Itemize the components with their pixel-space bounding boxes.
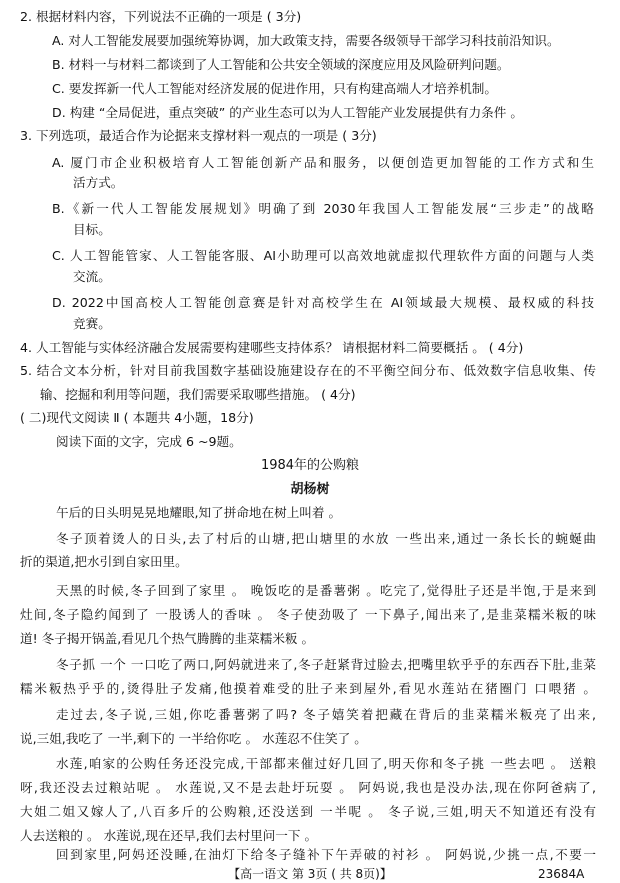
question-3-stem: 3. 下列选项，最适合作为论据来支撑材料一观点的一项是 ( 3分) [20, 128, 377, 143]
story-paragraph-1: 午后的日头明晃晃地耀眼,知了拼命地在树上叫着 。 [56, 505, 342, 520]
story-paragraph-6-line1: 水莲,咱家的公购任务还没完成,干部都来催过好几回了,明天你和冬子挑 一些去吧 。 送粮 [56, 756, 596, 771]
question-3-option-d-line2: 竞赛。 [73, 316, 111, 331]
story-paragraph-3-line3: 道! 冬子揭开锅盖,看见几个热气腾腾的韭菜糯米粄 。 [20, 631, 315, 646]
story-paragraph-7-line1: 回到家里,阿妈还没睡,在油灯下给冬子缝补下午弄破的衬衫 。 阿妈说,少挑一点,不要一 [56, 847, 596, 862]
question-3-option-b-line1: B.《新一代人工智能发展规划》明确了到 2030年我国人工智能发展“三步走”的战略 [52, 201, 594, 216]
question-3-option-c-line2: 交流。 [73, 269, 111, 284]
question-3-option-d-line1: D. 2022中国高校人工智能创意赛是针对高校学生在 AI领域最大规模、最权威的科技 [52, 295, 594, 310]
question-2-option-c: C. 要发挥新一代人工智能对经济发展的促进作用，只有构建高端人才培养机制。 [52, 81, 497, 96]
story-author: 胡杨树 [290, 482, 330, 497]
story-paragraph-2-line1: 冬子顶着烫人的日头,去了村后的山塘,把山塘里的水放 一些出来,通过一条长长的蜿蜒曲 [56, 531, 596, 546]
story-paragraph-3-line1: 天黑的时候,冬子回到了家里 。 晚饭吃的是番薯粥 。吃完了,觉得肚子还是半饱,于是来到 [56, 583, 596, 598]
page-footer: 【高一语文 第 3页 ( 共 8页)】 [228, 867, 392, 881]
story-paragraph-5-line1: 走过去,冬子说,三姐,你吃番薯粥了吗? 冬子嬉笑着把藏在背后的韭菜糯米粄亮了出来, [56, 707, 596, 722]
story-paragraph-6-line2: 呀,我还没去过粮站呢 。 水莲说,又不是去赴圩玩耍 。 阿妈说,我也是没办法,现在你阿爸病了, [20, 780, 596, 795]
question-2-option-d: D. 构建 “全局促进，重点突破” 的产业生态可以为人工智能产业发展提供有力条件 。 [52, 105, 523, 120]
question-3-option-a-line1: A. 厦门市企业积极培育人工智能创新产品和服务，以便创造更加智能的工作方式和生 [52, 155, 594, 170]
story-paragraph-6-line3: 大姐二姐又嫁人了,八百多斤的公购粮,还没送到 一半呢 。 冬子说,三姐,明天不知道还有没有 [20, 804, 596, 819]
story-title: 1984年的公购粮 [260, 458, 360, 473]
story-paragraph-2-line2: 折的渠道,把水引到自家田里。 [20, 554, 188, 569]
question-3-option-a-line2: 活方式。 [73, 175, 124, 190]
question-3-option-c-line1: C. 人工智能管家、人工智能客服、AI小助理可以高效地就虚拟代理软件方面的问题与人类 [52, 248, 594, 263]
story-paragraph-4-line2: 糯米粄热乎乎的,烫得肚子发痛,他摸着难受的肚子来到屋外,看见水莲站在猪圈门 口喂猪 。 [20, 681, 596, 696]
question-5-line1: 5. 结合文本分析，针对目前我国数字基础设施建设存在的不平衡空间分布、低效数字信息收集、传 [20, 363, 596, 378]
story-paragraph-6-line4: 人去送粮的 。 水莲说,现在还早,我们去村里问一下 。 [20, 828, 318, 843]
question-2-option-b: B. 材料一与材料二都谈到了人工智能和公共安全领域的深度应用及风险研判问题。 [52, 57, 510, 72]
question-3-option-b-line2: 目标。 [73, 222, 111, 237]
section-heading: ( 二)现代文阅读 Ⅱ ( 本题共 4小题，18分) [20, 410, 254, 425]
question-2-stem: 2. 根据材料内容，下列说法不正确的一项是 ( 3分) [20, 9, 302, 24]
question-4: 4. 人工智能与实体经济融合发展需要构建哪些支持体系？ 请根据材料二简要概括 。 ( 4分) [20, 340, 524, 355]
exam-code: 23684A [538, 867, 585, 881]
story-paragraph-3-line2: 灶间,冬子隐约闻到了 一股诱人的香味 。 冬子使劲吸了 一下鼻子,闻出来了,是韭菜糯米粄的味 [20, 607, 596, 622]
question-2-option-a: A. 对人工智能发展要加强统筹协调，加大政策支持，需要各级领导干部学习科技前沿知识。 [52, 33, 560, 48]
section-instruction: 阅读下面的文字，完成 6 ~9题。 [56, 434, 242, 449]
story-paragraph-4-line1: 冬子抓 一个 一口吃了两口,阿妈就进来了,冬子赶紧背过脸去,把嘴里软乎乎的东西吞下肚,韭菜 [56, 657, 596, 672]
question-5-line2: 输、挖掘和利用等问题，我们需要采取哪些措施。 ( 4分) [40, 387, 356, 402]
story-paragraph-5-line2: 说,三姐,我吃了 一半,剩下的 一半给你吃 。 水莲忍不住笑了 。 [20, 731, 367, 746]
